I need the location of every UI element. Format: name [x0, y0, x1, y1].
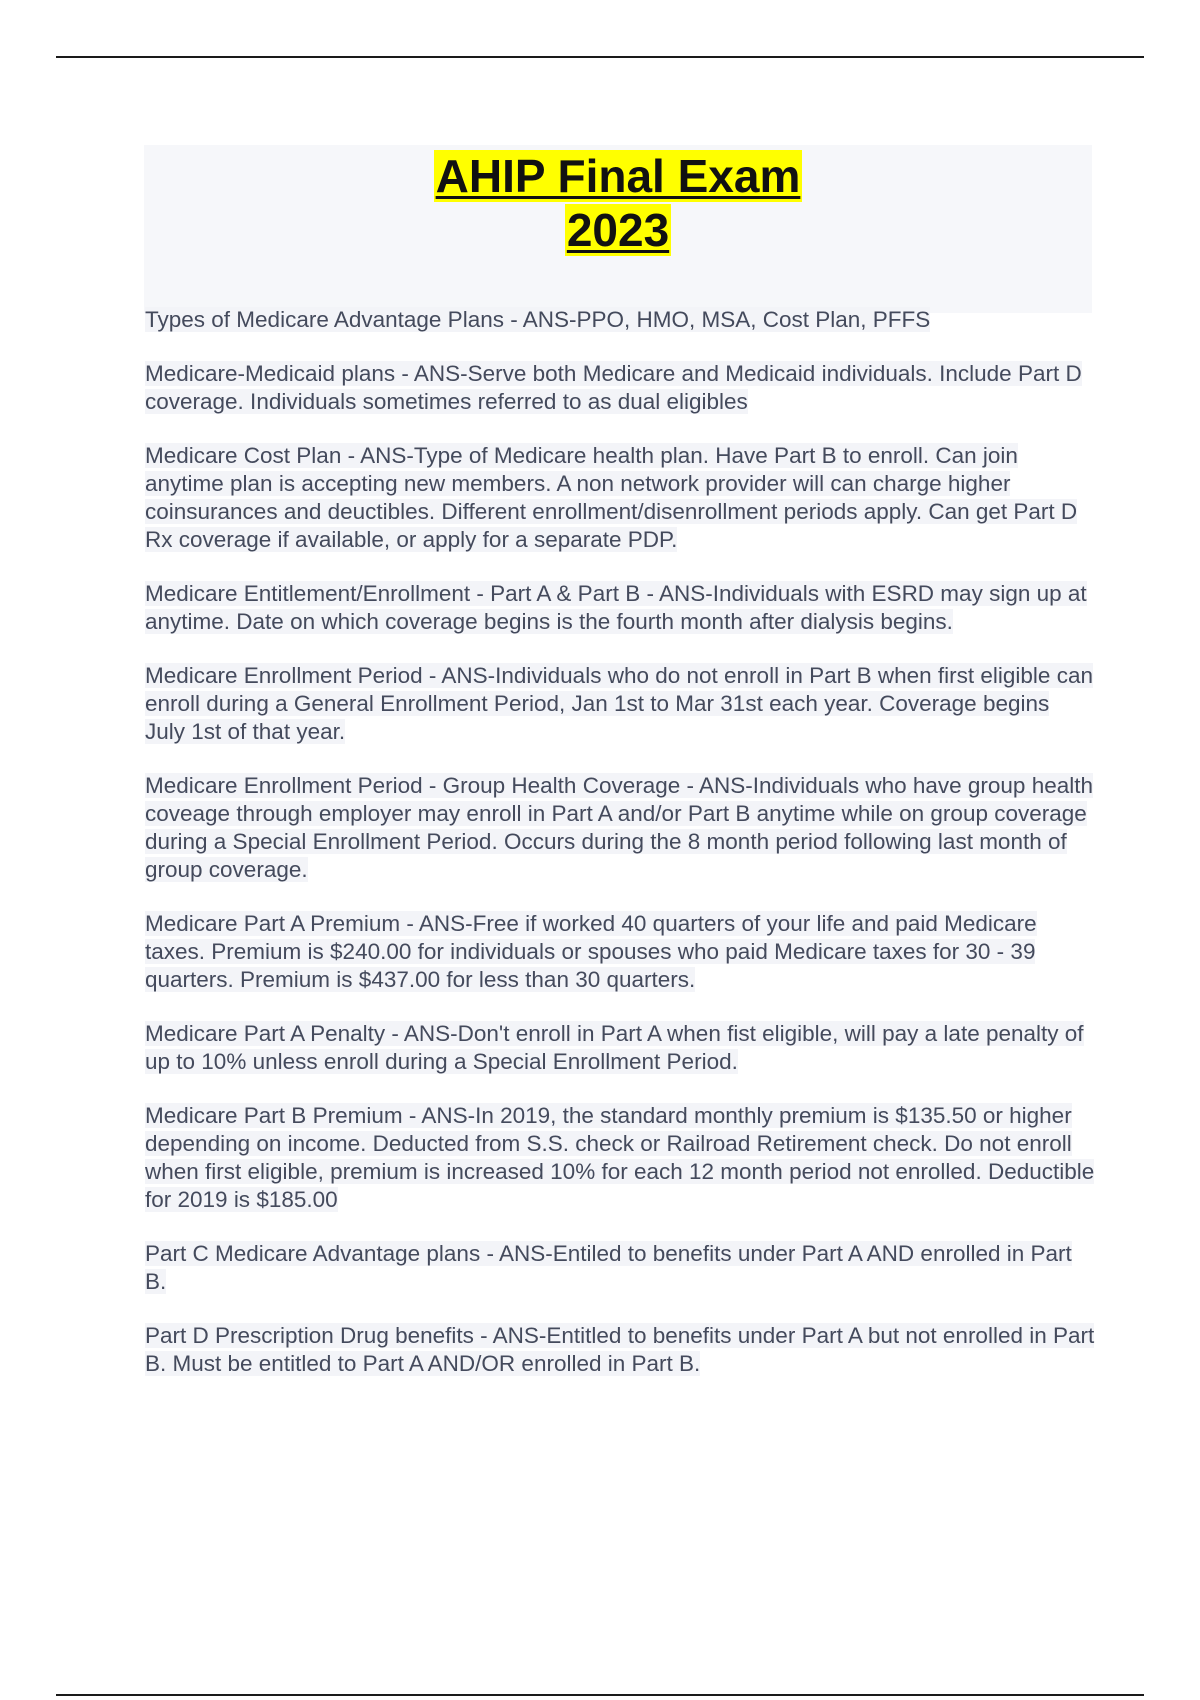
- title-line-1: AHIP Final Exam: [435, 150, 801, 202]
- bottom-divider: [56, 1694, 1144, 1696]
- qa-item: [145, 1240, 1095, 1296]
- qa-item: [145, 1020, 1095, 1076]
- qa-text: Medicare Part A Premium - ANS-Free if worked 40 quarters of your life and paid Medicare taxes. Premium is $240.00 for individuals or spouses who paid Medicare taxes for 30 - 39 quarters. Premium is $437.00 for less than 30 quarters.: [145, 911, 1037, 992]
- document-title-year: [144, 203, 1092, 257]
- qa-item: [145, 306, 1095, 334]
- qa-text: Medicare-Medicaid plans - ANS-Serve both Medicare and Medicaid individuals. Include Part D coverage. Individuals sometimes referred to as dual eligibles: [145, 361, 1082, 414]
- qa-text: Part C Medicare Advantage plans - ANS-Entiled to benefits under Part A AND enrolled in Part B.: [145, 1241, 1072, 1294]
- qa-text: Medicare Cost Plan - ANS-Type of Medicare health plan. Have Part B to enroll. Can join anytime plan is accepting new members. A non network provider will can charge higher coinsurances and deuctibles. Different enrollment/disenrollment periods apply. Can get Part D Rx coverage if available, or apply for a separate PDP.: [145, 443, 1078, 552]
- qa-item: [145, 360, 1095, 416]
- qa-item: [145, 910, 1095, 994]
- top-divider: [56, 56, 1144, 58]
- qa-item: [145, 662, 1095, 746]
- document-title: [144, 149, 1092, 203]
- qa-list: [145, 306, 1095, 1404]
- qa-item: [145, 580, 1095, 636]
- title-block: [144, 145, 1092, 313]
- qa-text: Medicare Part A Penalty - ANS-Don't enroll in Part A when fist eligible, will pay a late penalty of up to 10% unless enroll during a Special Enrollment Period.: [145, 1021, 1084, 1074]
- qa-item: [145, 1102, 1095, 1214]
- qa-item: [145, 1322, 1095, 1378]
- qa-text: Medicare Entitlement/Enrollment - Part A & Part B - ANS-Individuals with ESRD may sign up at anytime. Date on which coverage begins is the fourth month after dialysis begins.: [145, 581, 1087, 634]
- qa-text: Medicare Part B Premium - ANS-In 2019, the standard monthly premium is $135.50 or higher depending on income. Deducted from S.S. check or Railroad Retirement check. Do not enroll when first eligible, premium is increased 10% for each 12 month period not enrolled. Deductible for 2019 is $185.00: [145, 1103, 1095, 1212]
- title-line-2: 2023: [566, 204, 670, 256]
- qa-text: Types of Medicare Advantage Plans - ANS-PPO, HMO, MSA, Cost Plan, PFFS: [145, 307, 931, 332]
- qa-item: [145, 442, 1095, 554]
- qa-text: Medicare Enrollment Period - ANS-Individuals who do not enroll in Part B when first eligible can enroll during a General Enrollment Period, Jan 1st to Mar 31st each year. Coverage begins July 1st of that year.: [145, 663, 1093, 744]
- qa-text: Medicare Enrollment Period - Group Health Coverage - ANS-Individuals who have group health coveage through employer may enroll in Part A and/or Part B anytime while on group coverage during a Special Enrollment Period. Occurs during the 8 month period following last month of group coverage.: [145, 773, 1093, 882]
- qa-item: [145, 772, 1095, 884]
- qa-text: Part D Prescription Drug benefits - ANS-Entitled to benefits under Part A but not enrolled in Part B. Must be entitled to Part A AND/OR enrolled in Part B.: [145, 1323, 1095, 1376]
